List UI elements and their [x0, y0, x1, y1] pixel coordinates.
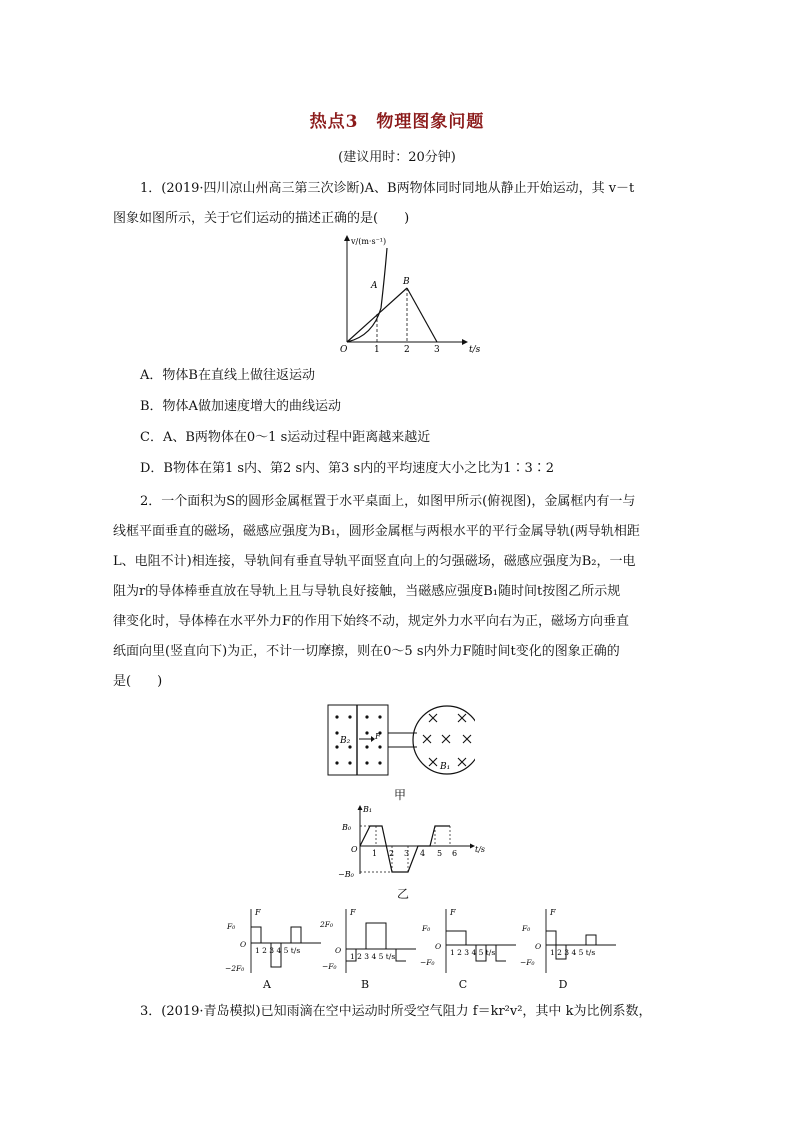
svg-text:−2F₀: −2F₀ — [225, 964, 245, 973]
figure-jia — [325, 703, 475, 785]
suggested-time: (建议用时：20分钟) — [338, 150, 456, 165]
yi-tick-5: 5 — [437, 849, 443, 858]
yi-tick-3: 3 — [404, 849, 410, 858]
yi-xlabel: t/s — [475, 845, 486, 854]
svg-text:F: F — [550, 908, 556, 917]
svg-text:F₀: F₀ — [422, 924, 431, 933]
q2-line-7: 是( ) — [113, 674, 163, 689]
svg-text:−F₀: −F₀ — [420, 958, 435, 967]
jia-b2: B₂ — [340, 736, 351, 746]
yi-neg-b0: −B₀ — [338, 870, 354, 879]
label-a: A — [371, 281, 378, 291]
q1-tick-3: 3 — [434, 345, 440, 354]
choice-b-graph — [320, 905, 420, 975]
q3-line-1: 3．(2019·青岛模拟)已知雨滴在空中运动时所受空气阻力 f＝kr²v²，其中 k为比例系数， — [140, 1004, 652, 1019]
svg-text:F: F — [450, 908, 456, 917]
jia-b1: B₁ — [440, 762, 451, 772]
q2-line-4: 阻为r的导体棒垂直放在导轨上且与导轨良好接触，当磁感应强度B₁随时间t按图乙所示规 — [113, 584, 621, 599]
svg-text:1 2 3 4 5 t/s: 1 2 3 4 5 t/s — [450, 948, 496, 957]
q1-line-1: 1．(2019·四川凉山州高三第三次诊断)A、B两物体同时同地从静止开始运动，其 v－t — [140, 181, 635, 196]
yi-tick-4: 4 — [420, 849, 426, 858]
figure-yi — [338, 800, 498, 882]
q2-line-6: 纸面向里(竖直向下)为正，不计一切摩擦，则在0～5 s内外力F随时间t变化的图象正确的 — [113, 644, 620, 659]
yi-tick-6: 6 — [452, 849, 458, 858]
yi-tick-2: 2 — [389, 849, 395, 858]
svg-text:−F₀: −F₀ — [322, 962, 337, 971]
svg-text:1 2 3 4 5 t/s: 1 2 3 4 5 t/s — [550, 948, 596, 957]
label-b: B — [403, 277, 410, 287]
caption-jia: 甲 — [393, 788, 406, 802]
yi-b0: B₀ — [342, 823, 352, 832]
svg-text:1 2 3 4 5 t/s: 1 2 3 4 5 t/s — [255, 946, 301, 955]
svg-text:1 2 3 4 5 t/s: 1 2 3 4 5 t/s — [350, 952, 396, 961]
caption-yi: 乙 — [396, 887, 409, 901]
q1-option-c: C．A、B两物体在0～1 s运动过程中距离越来越近 — [140, 430, 431, 445]
jia-f: F — [375, 732, 381, 741]
choice-b-label: B — [360, 978, 370, 991]
q2-line-1: 2．一个面积为S的圆形金属框置于水平桌面上，如图甲所示(俯视图)，金属框内有一与 — [140, 494, 636, 509]
q1-tick-2: 2 — [404, 345, 410, 354]
yi-ylabel: B₁ — [363, 805, 373, 814]
yi-origin: O — [351, 845, 358, 854]
svg-text:−F₀: −F₀ — [520, 958, 535, 967]
svg-text:O: O — [240, 940, 247, 949]
curve-a — [347, 248, 387, 342]
q1-origin: O — [340, 345, 348, 354]
svg-text:F: F — [255, 908, 261, 917]
svg-text:O: O — [535, 942, 542, 951]
q2-line-2: 线框平面垂直的磁场，磁感应强度为B₁，圆形金属框与两根水平的平行金属导轨(两导轨相距 — [113, 524, 640, 539]
q1-ylabel: v/(m·s⁻¹) — [351, 237, 387, 246]
choice-c-graph — [420, 905, 520, 975]
q1-line-2: 图象如图所示，关于它们运动的描述正确的是( ) — [113, 211, 410, 226]
choice-a-label: A — [263, 978, 271, 991]
svg-text:O: O — [335, 946, 342, 955]
q1-option-d: D．B物体在第1 s内、第2 s内、第3 s内的平均速度大小之比为1∶3∶2 — [140, 461, 555, 476]
q1-xlabel: t/s — [469, 345, 481, 354]
choice-c-label: C — [458, 978, 468, 991]
line-b-fall — [407, 288, 437, 342]
svg-text:F: F — [350, 908, 356, 917]
yi-tick-1: 1 — [372, 849, 378, 858]
choice-a-graph — [225, 905, 325, 975]
svg-text:O: O — [435, 942, 442, 951]
choice-d-label: D — [558, 978, 568, 991]
choice-d-graph — [520, 905, 620, 975]
svg-text:2F₀: 2F₀ — [320, 920, 333, 929]
svg-text:F₀: F₀ — [522, 924, 531, 933]
q1-tick-1: 1 — [374, 345, 380, 354]
q2-line-3: L、电阻不计)相连接，导轨间有垂直导轨平面竖直向上的匀强磁场，磁感应强度为B₂，一电 — [113, 554, 636, 569]
page-title: 热点3 物理图象问题 — [309, 112, 485, 132]
q1-option-a: A．物体B在直线上做往返运动 — [140, 368, 315, 383]
q2-line-5: 律变化时，导体棒在水平外力F的作用下始终不动，规定外力水平向右为正，磁场方向垂直 — [113, 614, 630, 629]
svg-text:F₀: F₀ — [227, 922, 236, 931]
q1-vt-graph — [335, 228, 495, 354]
q1-option-b: B．物体A做加速度增大的曲线运动 — [140, 399, 341, 414]
